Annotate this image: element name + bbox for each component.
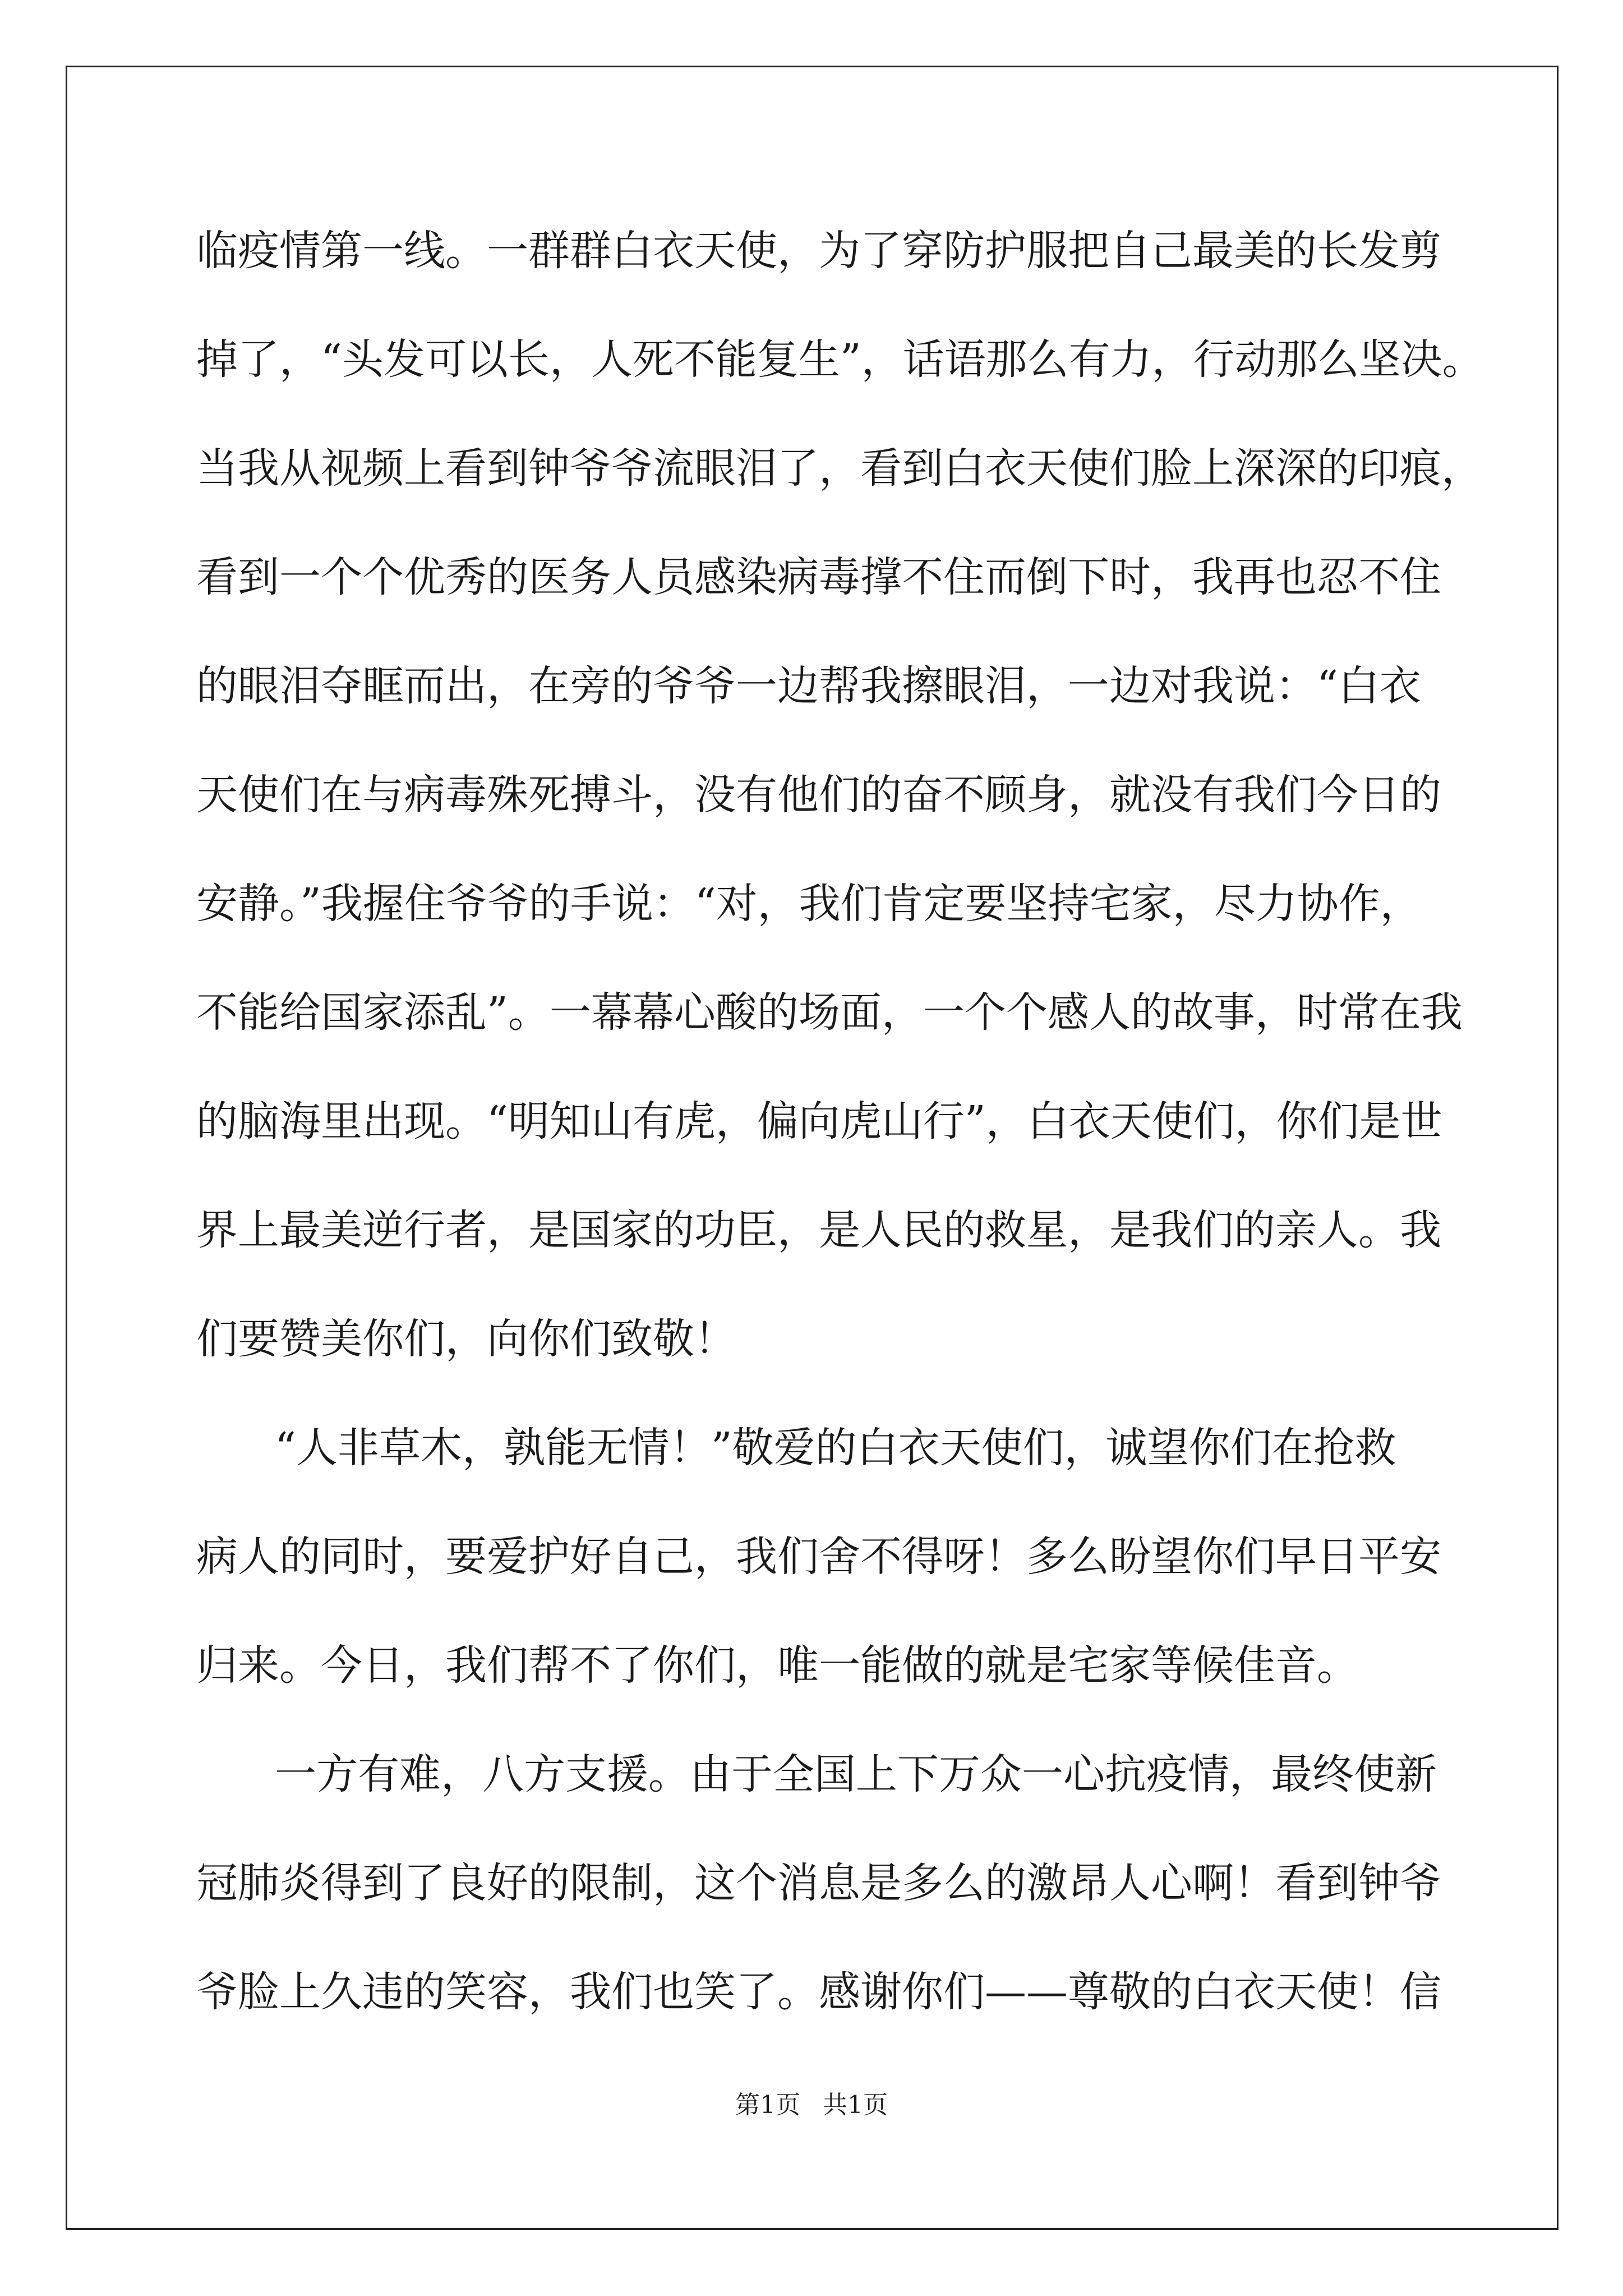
text-line-3: 当我从视频上看到钟爷爷流眼泪了，看到白衣天使们脸上深深的印痕， xyxy=(196,444,1483,493)
text-line-10: 界上最美逆行者，是国家的功臣，是人民的救星，是我们的亲人。我 xyxy=(196,1206,1441,1254)
text-line-13: 病人的同时，要爱护好自己，我们舍不得呀！多么盼望你们早日平安 xyxy=(196,1533,1441,1581)
text-line-14: 归来。今日，我们帮不了你们，唯一能做的就是宅家等候佳音。 xyxy=(196,1641,1358,1690)
text-line-1: 临疫情第一线。一群群白衣天使，为了穿防护服把自己最美的长发剪 xyxy=(196,227,1441,275)
text-line-9: 的脑海里出现。“明知山有虎，偏向虎山行”，白衣天使们，你们是世 xyxy=(196,1097,1442,1145)
page-footer xyxy=(0,2088,1623,2122)
page-total: 共1页 xyxy=(823,2091,888,2119)
text-line-11: 们要赞美你们，向你们致敬！ xyxy=(196,1315,736,1363)
text-line-15: 一方有难，八方支援。由于全国上下万众一心抗疫情，最终使新 xyxy=(275,1750,1437,1798)
text-line-8: 不能给国家添乱”。一幕幕心酸的场面，一个个感人的故事，时常在我 xyxy=(196,988,1463,1037)
document-body xyxy=(196,214,1484,2064)
text-line-2: 掉了，“头发可以长，人死不能复生”，话语那么有力，行动那么坚决。 xyxy=(196,335,1484,384)
text-line-17: 爷脸上久违的笑容，我们也笑了。感谢你们——尊敬的白衣天使！信 xyxy=(196,1968,1441,2016)
text-line-4: 看到一个个优秀的医务人员感染病毒撑不住而倒下时，我再也忍不住 xyxy=(196,553,1441,601)
text-line-5: 的眼泪夺眶而出，在旁的爷爷一边帮我擦眼泪，一边对我说：“白衣 xyxy=(196,662,1421,710)
text-line-12: “人非草木，孰能无情！”敬爱的白衣天使们，诚望你们在抢救 xyxy=(275,1424,1396,1472)
page-number: 第1页 xyxy=(735,2091,800,2119)
text-line-6: 天使们在与病毒殊死搏斗，没有他们的奋不顾身，就没有我们今日的 xyxy=(196,771,1441,819)
text-line-16: 冠肺炎得到了良好的限制，这个消息是多么的激昂人心啊！看到钟爷 xyxy=(196,1859,1441,1907)
text-line-7: 安静。”我握住爷爷的手说：“对，我们肯定要坚持宅家，尽力协作， xyxy=(196,880,1422,928)
